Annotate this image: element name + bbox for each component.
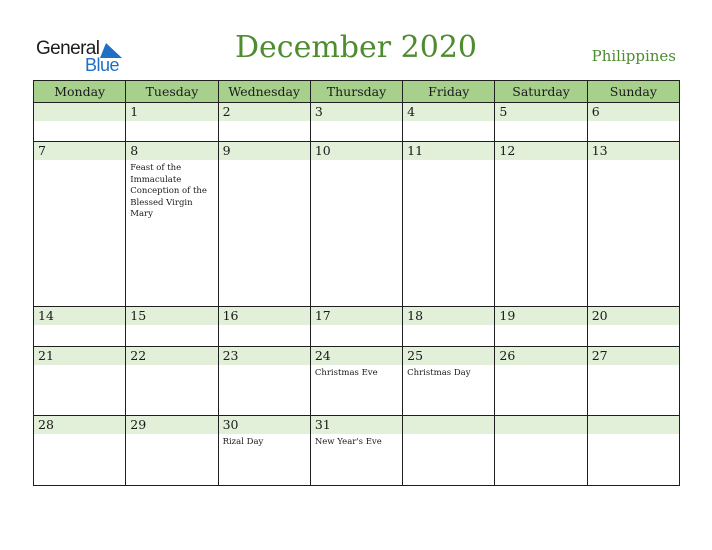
day-number: 4 — [403, 103, 494, 121]
week-row — [34, 416, 680, 486]
day-number: 20 — [588, 307, 679, 325]
day-cell — [403, 103, 495, 142]
day-number: 11 — [403, 142, 494, 160]
day-number: 14 — [34, 307, 125, 325]
day-cell — [126, 346, 218, 416]
day-cell — [310, 416, 402, 486]
day-cell — [403, 346, 495, 416]
day-number: 2 — [219, 103, 310, 121]
day-cell — [495, 142, 587, 307]
week-row — [34, 142, 680, 307]
day-number: 6 — [588, 103, 679, 121]
day-number: 17 — [311, 307, 402, 325]
day-cell — [218, 346, 310, 416]
day-cell — [495, 416, 587, 486]
day-number: 24 — [311, 347, 402, 365]
day-number: 27 — [588, 347, 679, 365]
day-cell — [126, 416, 218, 486]
week-row — [34, 103, 680, 142]
day-cell — [495, 346, 587, 416]
day-number: 12 — [495, 142, 586, 160]
day-cell — [126, 307, 218, 346]
day-cell — [34, 103, 126, 142]
day-number: 22 — [126, 347, 217, 365]
day-cell — [403, 307, 495, 346]
day-number: 16 — [219, 307, 310, 325]
weekday-header: Saturday — [495, 81, 587, 103]
day-number: 25 — [403, 347, 494, 365]
calendar-grid — [33, 80, 680, 486]
page-title: December 2020 — [235, 30, 477, 65]
holiday-label: Rizal Day — [222, 437, 264, 448]
day-cell — [310, 307, 402, 346]
day-number: 30 — [219, 416, 310, 434]
day-cell — [587, 346, 679, 416]
brand-blue-text: Blue — [85, 55, 120, 75]
day-number: 21 — [34, 347, 125, 365]
day-cell — [495, 103, 587, 142]
brand-general-text: General — [36, 38, 100, 59]
day-cell — [403, 142, 495, 307]
day-number: 29 — [126, 416, 217, 434]
day-number — [495, 416, 586, 434]
day-cell — [34, 416, 126, 486]
day-number: 1 — [126, 103, 217, 121]
day-number — [403, 416, 494, 434]
week-row — [34, 346, 680, 416]
day-number: 23 — [219, 347, 310, 365]
day-cell — [310, 346, 402, 416]
day-cell — [218, 307, 310, 346]
country-label: Philippines — [591, 47, 676, 65]
weekday-header-row — [34, 81, 680, 103]
day-cell — [310, 142, 402, 307]
day-number: 5 — [495, 103, 586, 121]
day-cell — [495, 307, 587, 346]
day-cell — [218, 142, 310, 307]
day-cell — [310, 103, 402, 142]
day-cell — [126, 142, 218, 307]
day-cell — [587, 103, 679, 142]
day-number: 31 — [311, 416, 402, 434]
day-cell — [587, 307, 679, 346]
weekday-header: Thursday — [310, 81, 402, 103]
weekday-header: Sunday — [587, 81, 679, 103]
day-number: 13 — [588, 142, 679, 160]
brand-logo — [36, 38, 136, 74]
day-number: 10 — [311, 142, 402, 160]
weekday-header: Tuesday — [126, 81, 218, 103]
holiday-label: Christmas Day — [407, 367, 471, 378]
day-cell — [126, 103, 218, 142]
day-number: 19 — [495, 307, 586, 325]
day-number: 8 — [126, 142, 217, 160]
day-number: 28 — [34, 416, 125, 434]
day-cell — [587, 416, 679, 486]
day-cell — [587, 142, 679, 307]
holiday-label: Feast of the Immaculate Conception of the Blessed Virgin Mary — [130, 163, 207, 220]
day-number: 26 — [495, 347, 586, 365]
day-cell — [34, 142, 126, 307]
weekday-header: Friday — [403, 81, 495, 103]
day-number: 9 — [219, 142, 310, 160]
day-number — [34, 103, 125, 121]
calendar-body — [34, 103, 680, 486]
holiday-label: Christmas Eve — [314, 367, 378, 378]
holiday-label: New Year's Eve — [314, 437, 382, 448]
day-number: 15 — [126, 307, 217, 325]
day-cell — [34, 346, 126, 416]
weekday-header: Monday — [34, 81, 126, 103]
weekday-header: Wednesday — [218, 81, 310, 103]
day-number: 3 — [311, 103, 402, 121]
day-cell — [218, 416, 310, 486]
week-row — [34, 307, 680, 346]
day-number — [588, 416, 679, 434]
day-number: 7 — [34, 142, 125, 160]
day-cell — [218, 103, 310, 142]
day-number: 18 — [403, 307, 494, 325]
day-cell — [403, 416, 495, 486]
day-cell — [34, 307, 126, 346]
